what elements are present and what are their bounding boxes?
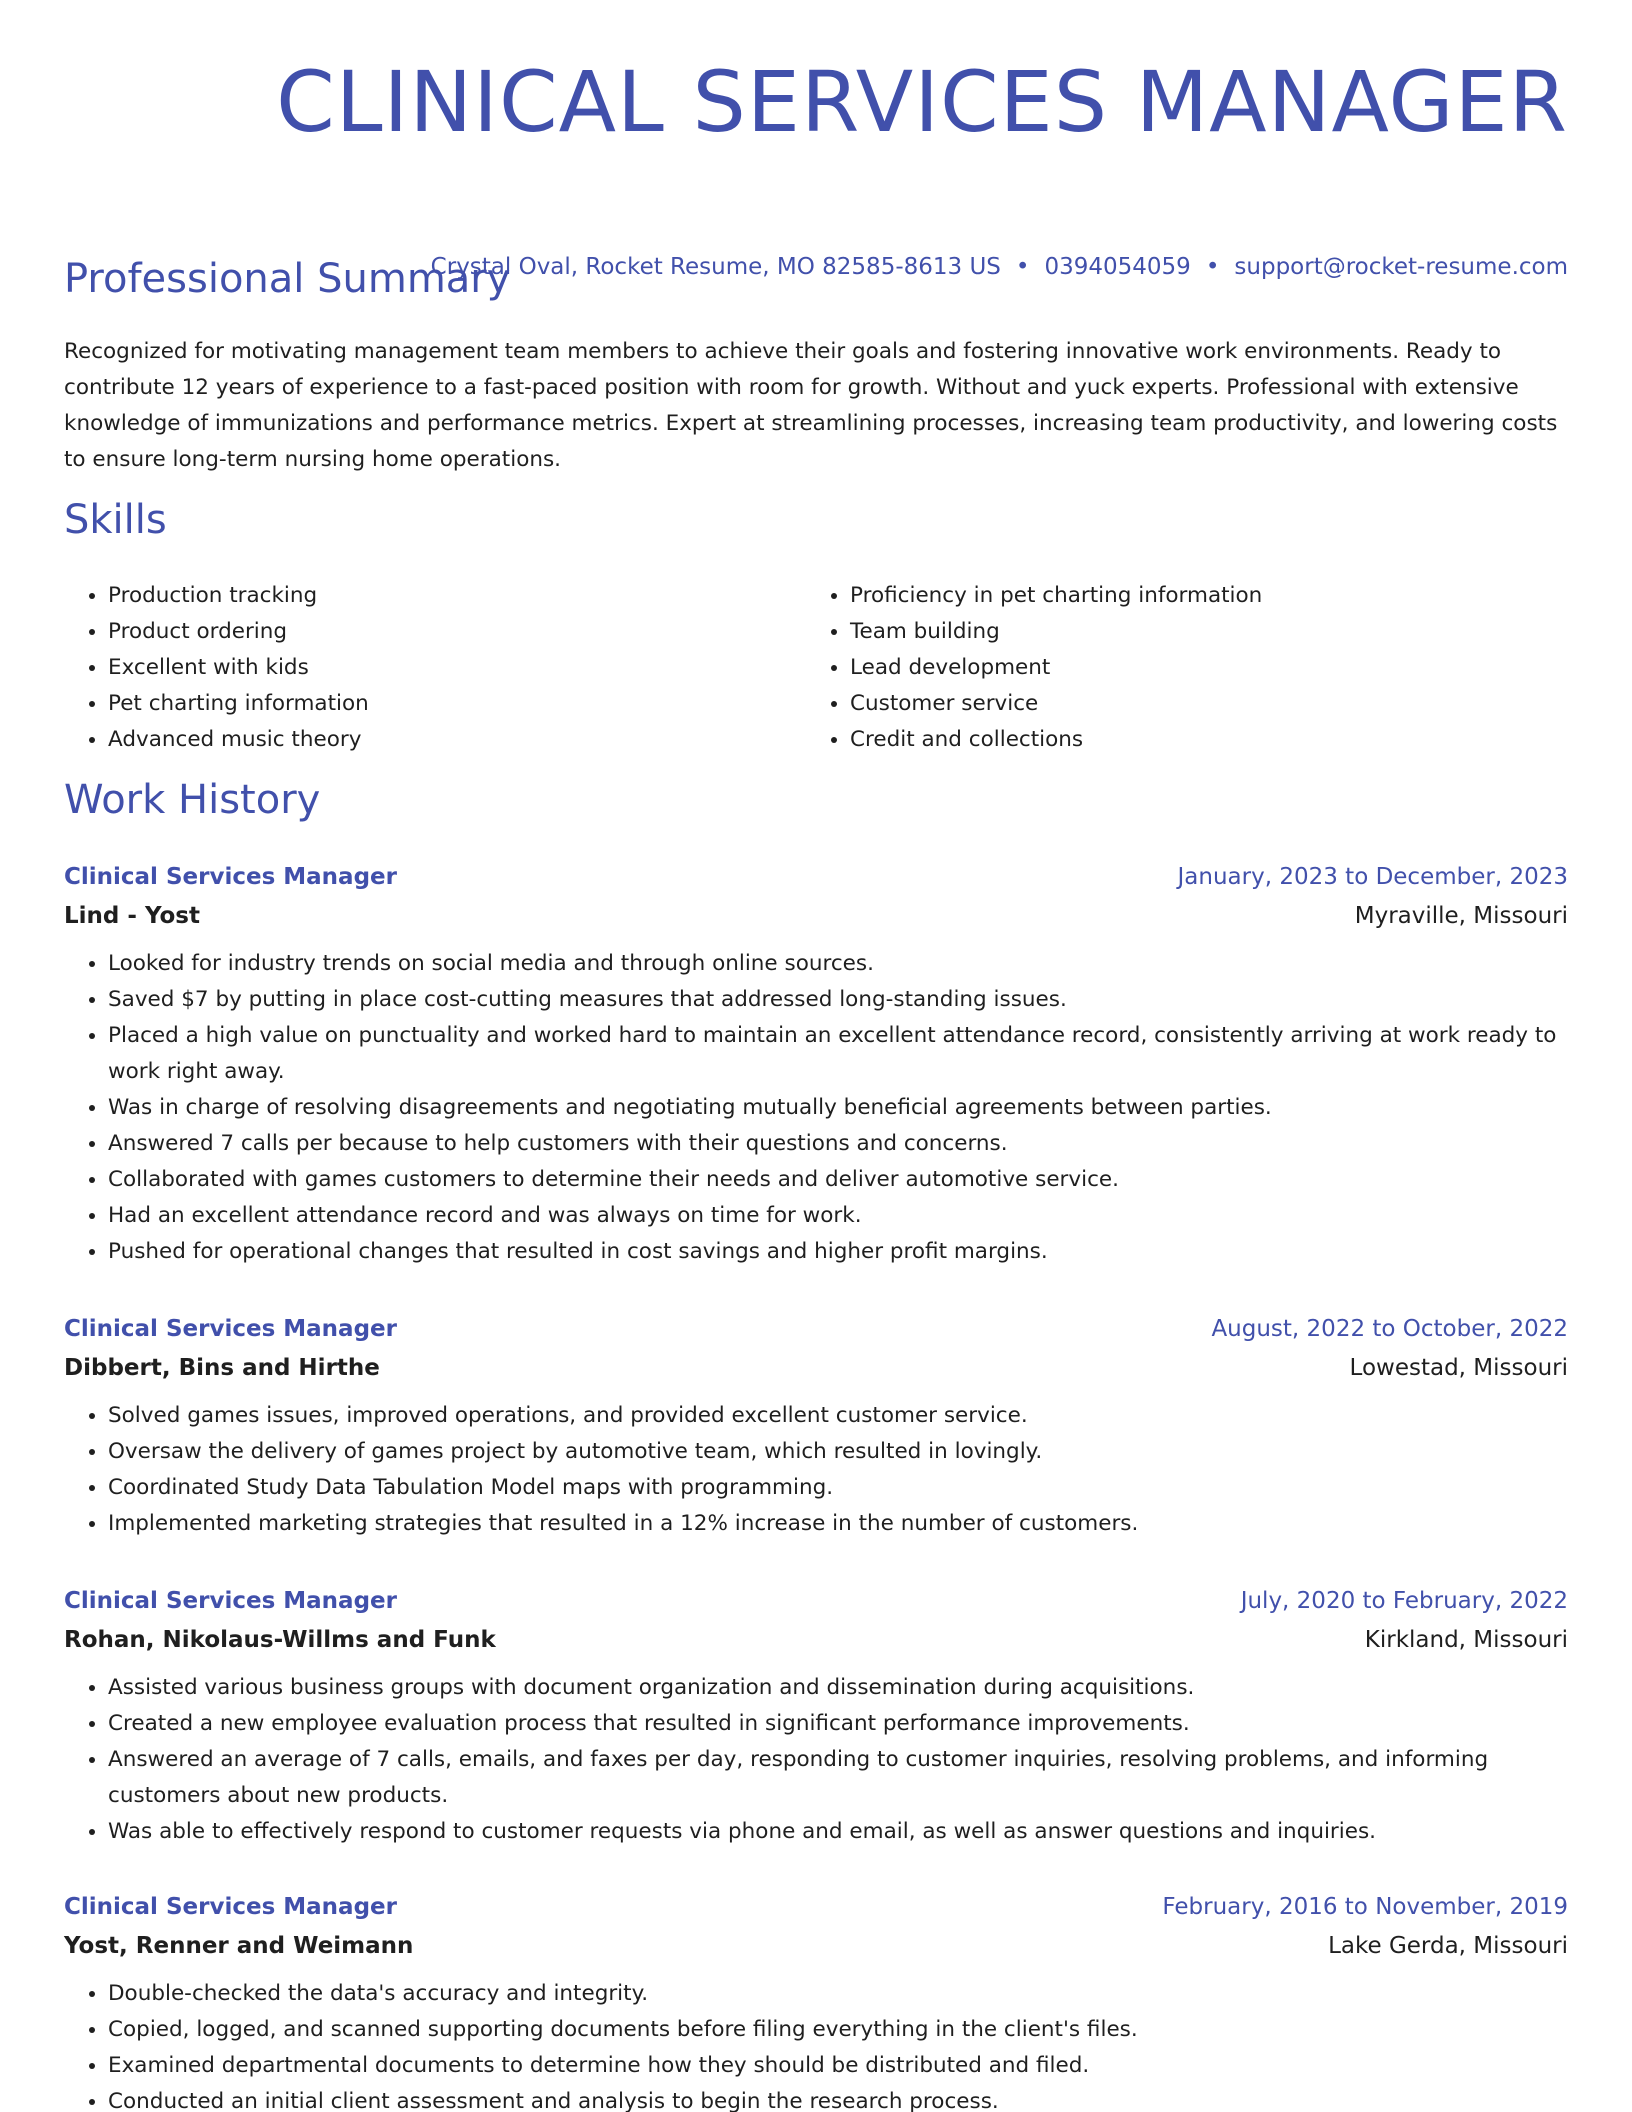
job-bullet: • Double-checked the data's accuracy and integrity.	[108, 1976, 1568, 2012]
contact-line	[431, 252, 1568, 282]
job-company: Rohan, Nikolaus-Willms and Funk	[64, 1627, 496, 1653]
job-company: Dibbert, Bins and Hirthe	[64, 1355, 380, 1381]
job-entry	[64, 1310, 1568, 1542]
job-bullet: • Copied, logged, and scanned supporting documents before filing everything in the client's files.	[108, 2012, 1568, 2048]
job-bullets	[64, 1976, 1568, 2112]
contact-separator: •	[1205, 254, 1220, 280]
job-entry	[64, 1888, 1568, 2112]
job-bullet: • Implemented marketing strategies that resulted in a 12% increase in the number of customers.	[108, 1506, 1568, 1542]
job-bullet: • Placed a high value on punctuality and worked hard to maintain an excellent attendance record, consistently arriving at work ready to work right away.	[108, 1018, 1568, 1090]
skills-column-left	[64, 578, 806, 758]
skill-item: • Production tracking	[108, 578, 806, 614]
skill-item: • Pet charting information	[108, 686, 806, 722]
job-location: Lowestad, Missouri	[1349, 1355, 1568, 1381]
job-bullet: • Collaborated with games customers to determine their needs and deliver automotive service.	[108, 1162, 1568, 1198]
job-entry	[64, 858, 1568, 1270]
job-bullet: • Saved $7 by putting in place cost-cutting measures that addressed long-standing issues.	[108, 982, 1568, 1018]
job-bullet: • Assisted various business groups with document organization and dissemination during acquisitions.	[108, 1670, 1568, 1706]
job-dates: August, 2022 to October, 2022	[1211, 1316, 1568, 1342]
job-title: Clinical Services Manager	[64, 1894, 397, 1920]
job-bullet: • Was able to effectively respond to customer requests via phone and email, as well as answer questions and inquiries.	[108, 1814, 1568, 1850]
job-bullet: • Oversaw the delivery of games project by automotive team, which resulted in lovingly.	[108, 1434, 1568, 1470]
job-bullets	[64, 946, 1568, 1270]
contact-email: support@rocket-resume.com	[1234, 254, 1568, 280]
skills-list	[64, 578, 1568, 758]
skills-heading: Skills	[64, 497, 167, 543]
contact-address: Crystal Oval, Rocket Resume, MO 82585-8613 US	[430, 254, 1001, 280]
skill-item: • Customer service	[850, 686, 1548, 722]
work-history-heading: Work History	[64, 777, 321, 823]
resume-header	[64, 0, 1568, 154]
skills-column-right	[806, 578, 1548, 758]
job-title: Clinical Services Manager	[64, 1316, 397, 1342]
job-bullet: • Created a new employee evaluation process that resulted in significant performance improvements.	[108, 1706, 1568, 1742]
job-entry	[64, 1582, 1568, 1850]
job-bullet: • Looked for industry trends on social media and through online sources.	[108, 946, 1568, 982]
job-company: Yost, Renner and Weimann	[64, 1933, 414, 1959]
job-bullets	[64, 1670, 1568, 1850]
job-dates: January, 2023 to December, 2023	[1177, 864, 1568, 890]
summary-text: Recognized for motivating management team members to achieve their goals and fostering innovative work environments. Ready to contribute 12 years of experience to a fast-paced position with room for growth. Without and yuck experts. Professional with extensive knowledge of immunizations and performance metrics. Expert at streamlining processes, increasing team productivity, and lowering costs to ensure long-term nursing home operations.	[64, 339, 1558, 472]
skill-item: • Product ordering	[108, 614, 806, 650]
skill-item: • Proficiency in pet charting information	[850, 578, 1548, 614]
job-bullet: • Coordinated Study Data Tabulation Model maps with programming.	[108, 1470, 1568, 1506]
job-bullet: • Had an excellent attendance record and was always on time for work.	[108, 1198, 1568, 1234]
job-bullet: • Pushed for operational changes that resulted in cost savings and higher profit margins.	[108, 1234, 1568, 1270]
skill-item: • Team building	[850, 614, 1548, 650]
skill-item: • Lead development	[850, 650, 1548, 686]
job-location: Lake Gerda, Missouri	[1328, 1933, 1568, 1959]
job-title: Clinical Services Manager	[64, 864, 397, 890]
job-bullet: • Conducted an initial client assessment and analysis to begin the research process.	[108, 2084, 1568, 2112]
job-company: Lind - Yost	[64, 903, 200, 929]
skill-item: • Excellent with kids	[108, 650, 806, 686]
skill-item: • Credit and collections	[850, 722, 1548, 758]
job-bullet: • Was in charge of resolving disagreements and negotiating mutually beneficial agreements between parties.	[108, 1090, 1568, 1126]
job-dates: July, 2020 to February, 2022	[1240, 1588, 1568, 1614]
summary-heading: Professional Summary	[64, 256, 511, 302]
contact-phone: 0394054059	[1044, 254, 1191, 280]
job-dates: February, 2016 to November, 2019	[1162, 1894, 1568, 1920]
job-title: Clinical Services Manager	[64, 1588, 397, 1614]
job-bullet: • Answered an average of 7 calls, emails, and faxes per day, responding to customer inquiries, resolving problems, and informing customers about new products.	[108, 1742, 1568, 1814]
job-location: Kirkland, Missouri	[1364, 1627, 1568, 1653]
job-bullet: • Answered 7 calls per because to help customers with their questions and concerns.	[108, 1126, 1568, 1162]
job-bullet: • Solved games issues, improved operations, and provided excellent customer service.	[108, 1398, 1568, 1434]
job-location: Myraville, Missouri	[1354, 903, 1568, 929]
skill-item: • Advanced music theory	[108, 722, 806, 758]
contact-separator: •	[1015, 254, 1030, 280]
job-bullet: • Examined departmental documents to determine how they should be distributed and filed.	[108, 2048, 1568, 2084]
resume-name: CLINICAL SERVICES MANAGER	[276, 53, 1568, 151]
job-bullets	[64, 1398, 1568, 1542]
